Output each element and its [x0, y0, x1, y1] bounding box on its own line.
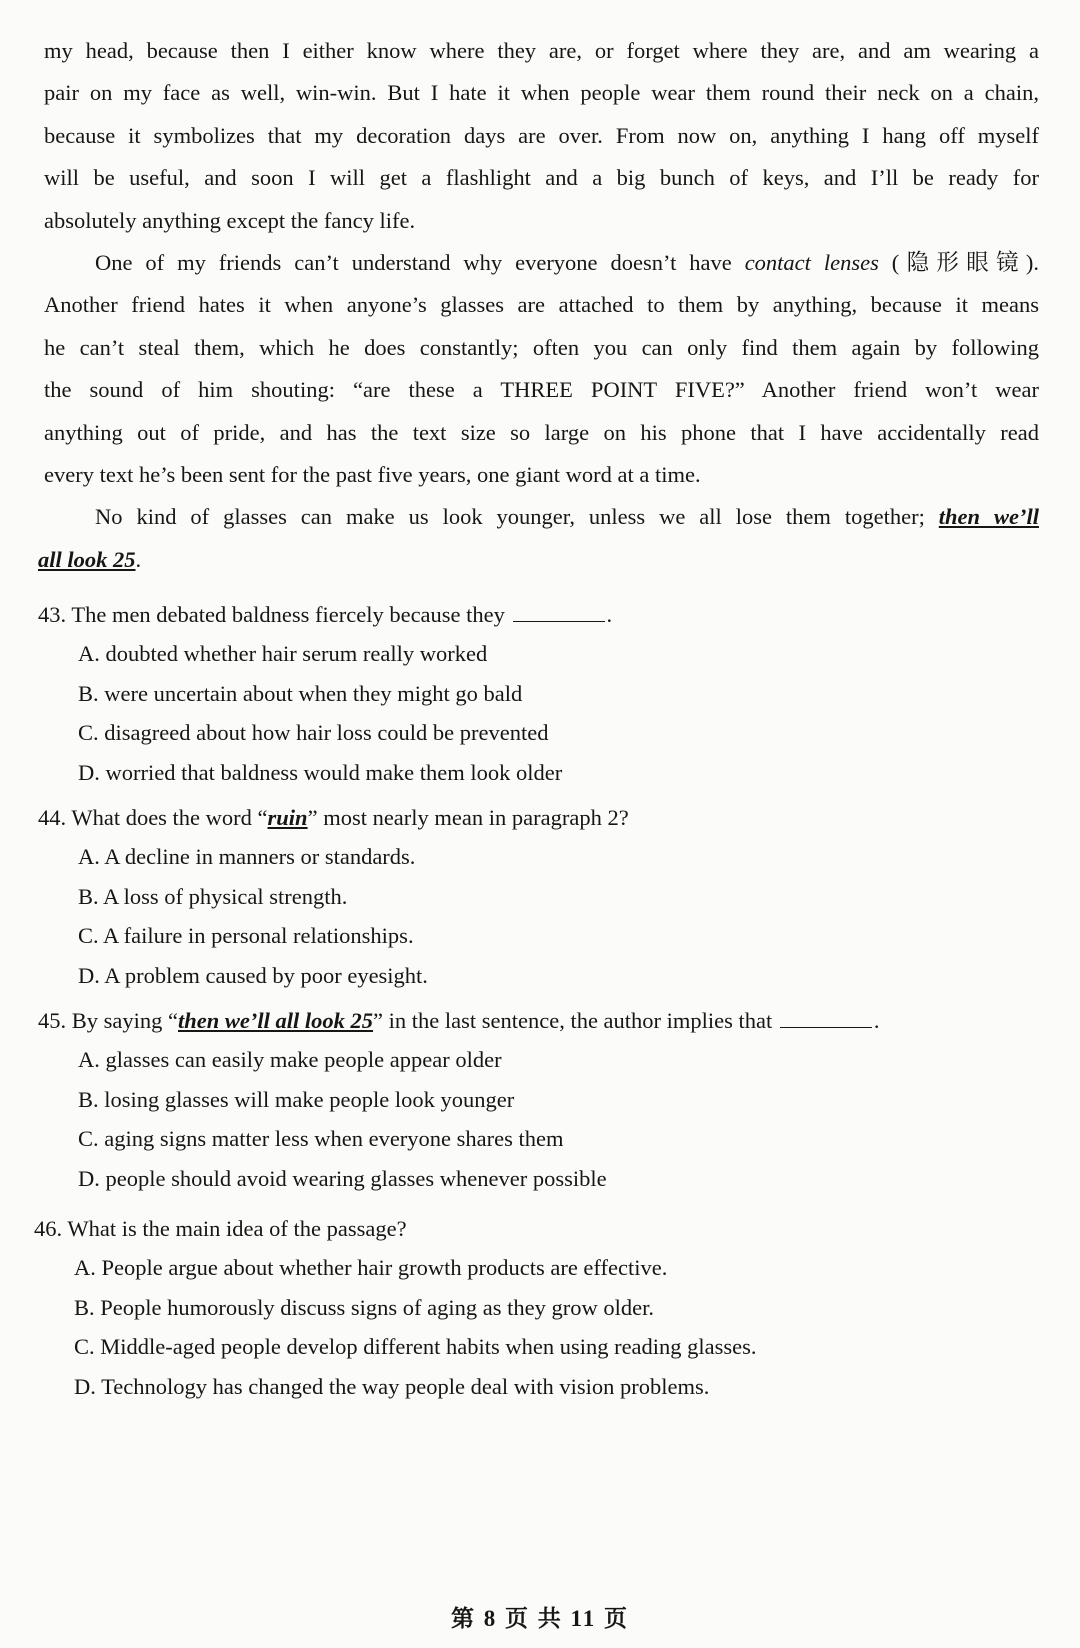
reading-passage — [38, 30, 1039, 581]
passage-line: anything out of pride, and has the text size so large on his phone that I have accidentally read — [44, 419, 1039, 445]
underlined-phrase: then we’ll all look 25 — [178, 1008, 374, 1033]
passage-text: One of my friends can’t understand why everyone doesn’t have — [95, 249, 745, 275]
passage-line: my head, because then I either know where they are, or forget where they are, and am wearing a — [44, 38, 1039, 63]
question-stem: 46. What is the main idea of the passage? — [34, 1216, 407, 1241]
underlined-phrase: all look 25 — [38, 546, 136, 572]
question-46 — [34, 1210, 1034, 1406]
option-c: C. aging signs matter less when everyone shares them — [78, 1126, 564, 1151]
option-b: B. were uncertain about when they might go bald — [78, 680, 523, 706]
option-c: C. A failure in personal relationships. — [78, 923, 414, 948]
stem-text: 45. By saying “ — [38, 1008, 178, 1033]
passage-line — [44, 496, 1039, 538]
stem-text: . — [606, 602, 613, 627]
passage-line: will be useful, and soon I will get a flashlight and a big bunch of keys, and I’ll be ready for — [44, 165, 1039, 191]
option-a: A. glasses can easily make people appear older — [78, 1047, 502, 1072]
passage-line: absolutely anything except the fancy life. — [44, 207, 416, 233]
option-c: C. disagreed about how hair loss could be prevented — [78, 720, 549, 745]
page-number-footer: 第 8 页 共 11 页 — [451, 1606, 629, 1631]
passage-text: No kind of glasses can make us look younger, unless we all lose them together; — [95, 504, 939, 530]
option-d: D. people should avoid wearing glasses whenever possible — [78, 1165, 607, 1191]
question-44 — [38, 799, 1038, 995]
option-b: B. People humorously discuss signs of aging as they grow older. — [74, 1294, 654, 1320]
option-c: C. Middle-aged people develop different habits when using reading glasses. — [74, 1334, 757, 1359]
stem-text: ” most nearly mean in paragraph 2? — [307, 805, 629, 830]
underlined-phrase: then we’ll — [938, 504, 1039, 530]
question-43 — [38, 596, 1038, 792]
passage-line: because it symbolizes that my decoration days are over. From now on, anything I hang off myself — [44, 122, 1039, 148]
option-a: A. A decline in manners or standards. — [78, 844, 416, 869]
option-b: B. A loss of physical strength. — [78, 883, 348, 909]
stem-text: 44. What does the word “ — [38, 805, 268, 830]
question-45 — [38, 1002, 1038, 1198]
passage-line: pair on my face as well, win-win. But I hate it when people wear them round their neck on a chain, — [44, 80, 1039, 106]
stem-text: ” in the last sentence, the author implies that — [373, 1008, 778, 1033]
passage-line — [38, 539, 1039, 581]
passage-text: (隐形眼镜). — [878, 249, 1039, 275]
option-d: D. Technology has changed the way people deal with vision problems. — [74, 1373, 710, 1399]
question-stem — [38, 1002, 1038, 1040]
passage-line: the sound of him shouting: “are these a THREE POINT FIVE?” Another friend won’t wear — [44, 377, 1039, 403]
passage-line: every text he’s been sent for the past five years, one giant word at a time. — [44, 461, 701, 487]
passage-text: . — [135, 546, 142, 572]
answer-blank — [780, 1005, 872, 1028]
option-d: D. worried that baldness would make them look older — [78, 759, 563, 785]
passage-line: he can’t steal them, which he does constantly; often you can only find them again by following — [44, 334, 1039, 360]
question-stem — [38, 799, 1038, 837]
question-stem — [38, 596, 1038, 634]
term-contact-lenses: contact lenses — [744, 249, 879, 275]
passage-line — [44, 242, 1039, 284]
option-a: A. People argue about whether hair growth products are effective. — [74, 1255, 668, 1280]
passage-line: Another friend hates it when anyone’s glasses are attached to them by anything, because it means — [44, 292, 1039, 318]
underlined-word: ruin — [267, 805, 308, 830]
answer-blank — [513, 599, 605, 622]
option-b: B. losing glasses will make people look younger — [78, 1086, 515, 1112]
stem-text: 43. The men debated baldness fiercely because they — [38, 602, 511, 627]
stem-text: . — [873, 1008, 880, 1033]
option-d: D. A problem caused by poor eyesight. — [78, 962, 428, 988]
option-a: A. doubted whether hair serum really worked — [78, 641, 488, 666]
